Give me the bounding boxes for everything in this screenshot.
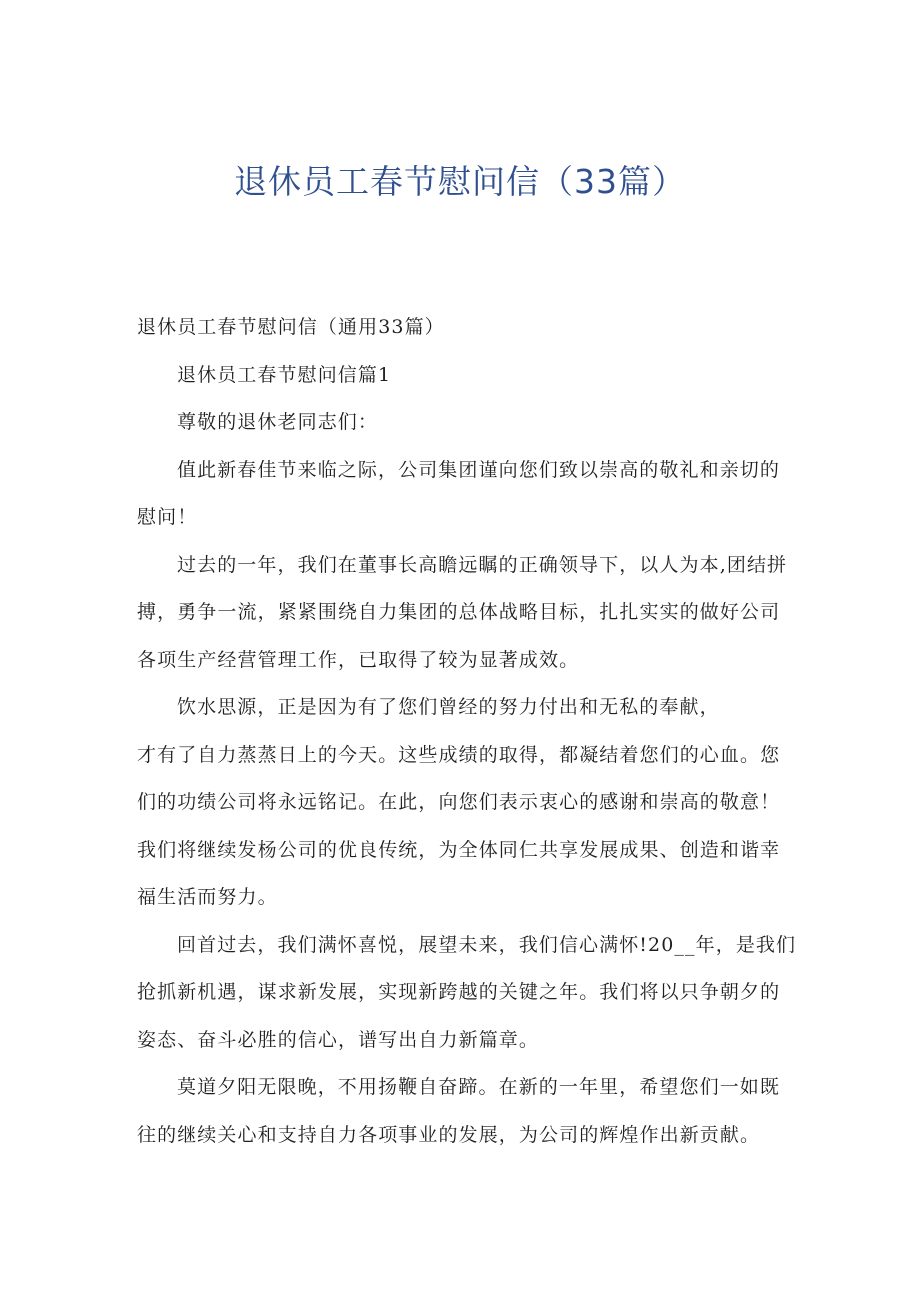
salutation: 尊敬的退休老同志们： [177, 411, 379, 433]
document-body [137, 304, 797, 1159]
body-paragraph: 莫道夕阳无限晚，不用扬鞭自奋蹄。在新的一年里，希望您们一如既往的继续关心和支持自力各项事业的发展，为公司的辉煌作出新贡献。 [137, 1076, 781, 1146]
body-paragraph: 值此新春佳节来临之际，公司集团谨向您们致以崇高的敬礼和亲切的慰问！ [137, 458, 781, 528]
document-title: 退休员工春节慰问信（33篇） [234, 162, 686, 201]
body-paragraph: 饮水思源，正是因为有了您们曾经的努力付出和无私的奉献， [177, 696, 720, 718]
document-subtitle: 退休员工春节慰问信（通用33篇） [137, 316, 445, 338]
body-paragraph: 才有了自力蒸蒸日上的今天。这些成绩的取得，都凝结着您们的心血。您们的功绩公司将永远铭记。在此，向您们表示衷心的感谢和崇高的敬意！我们将继续发杨公司的优良传统，为全体同仁共享发展成果、创造和谐幸福生活而努力。 [137, 743, 781, 908]
body-paragraph: 回首过去，我们满怀喜悦，展望未来，我们信心满怀!20__年，是我们抢抓新机遇，谋求新发展，实现新跨越的关键之年。我们将以只争朝夕的姿态、奋斗必胜的信心，谱写出自力新篇章。 [137, 933, 797, 1051]
section-heading: 退休员工春节慰问信篇1 [177, 363, 392, 386]
body-paragraph: 过去的一年，我们在董事长高瞻远瞩的正确领导下，以人为本,团结拼搏，勇争一流，紧紧围绕自力集团的总体战略目标，扎扎实实的做好公司各项生产经营管理工作，已取得了较为显著成效。 [137, 553, 788, 671]
